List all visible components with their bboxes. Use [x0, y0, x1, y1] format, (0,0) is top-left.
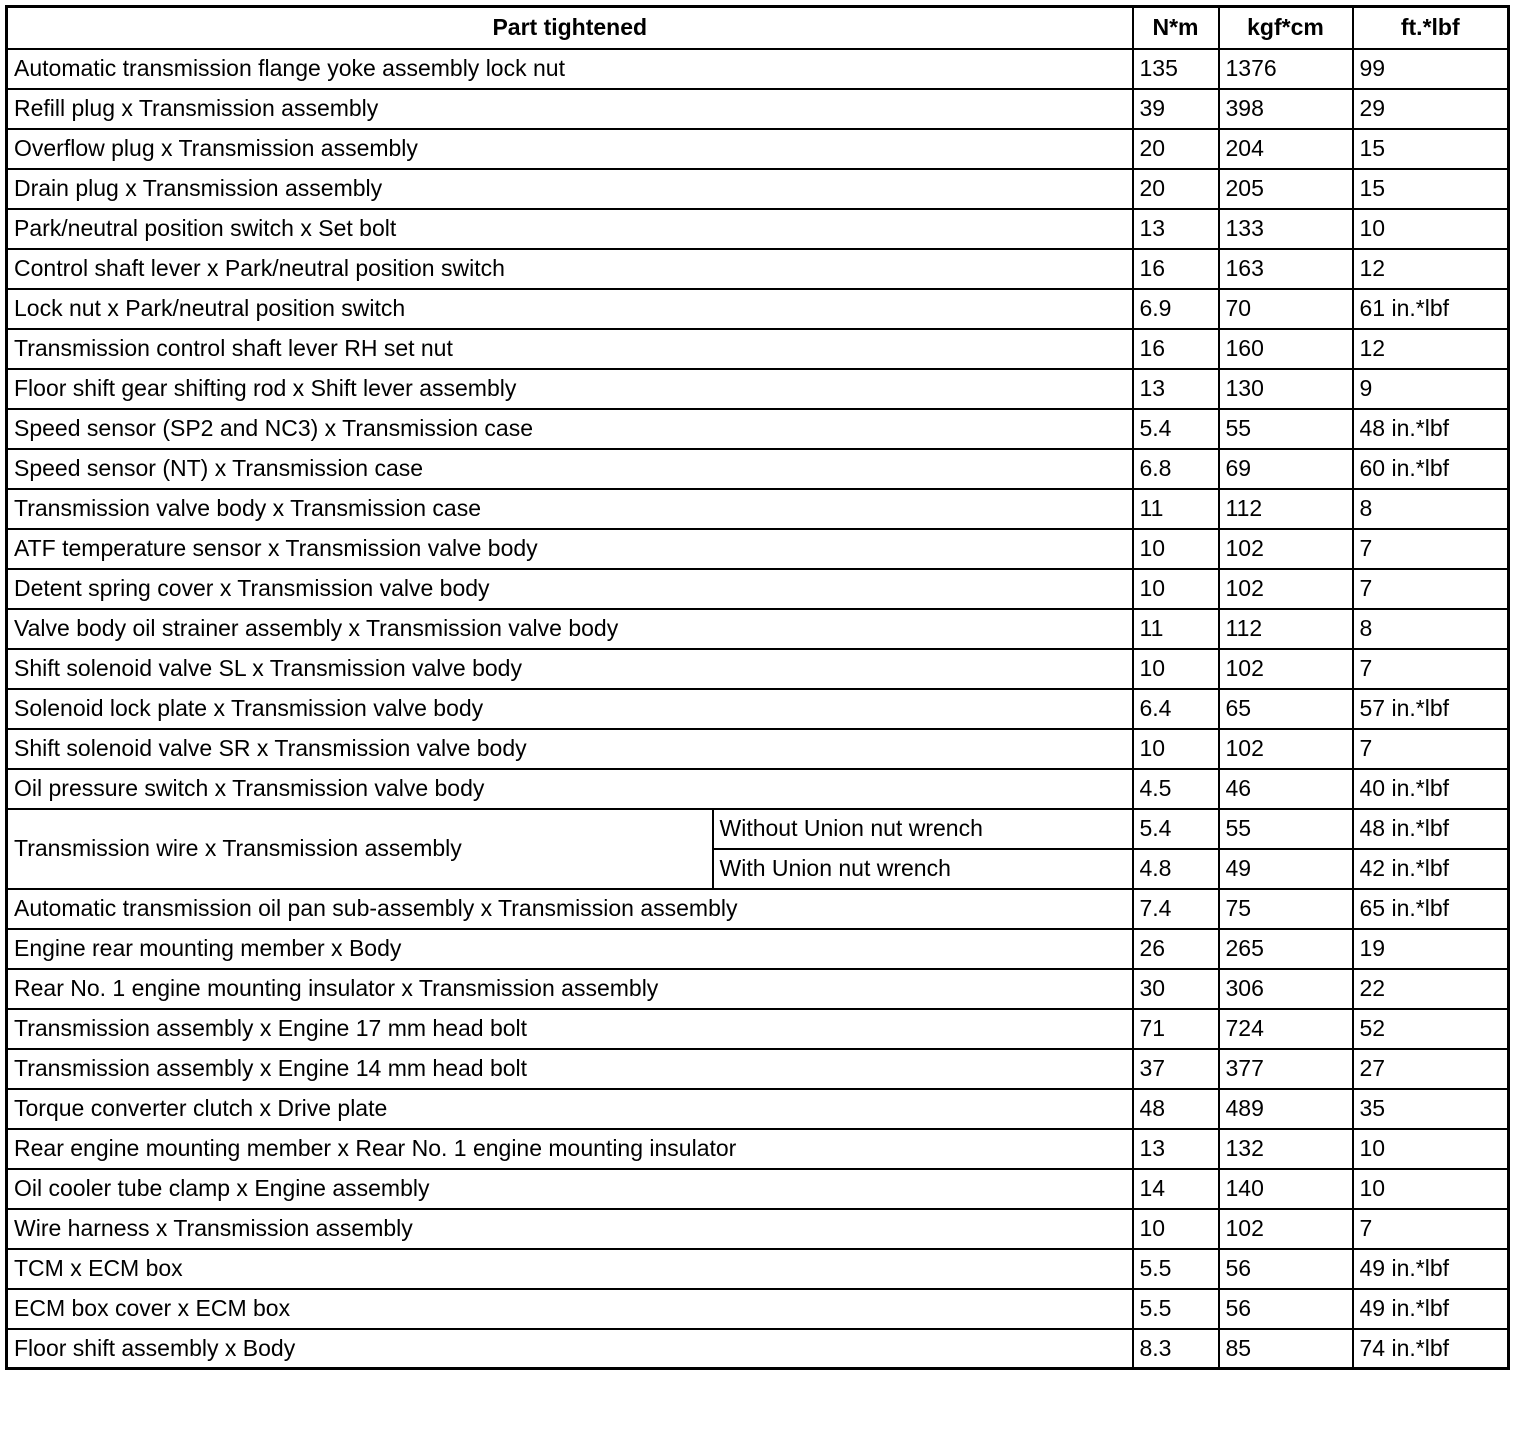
part-cell: Shift solenoid valve SR x Transmission valve body	[7, 729, 1133, 769]
part-cell: Speed sensor (NT) x Transmission case	[7, 449, 1133, 489]
nm-cell: 48	[1133, 1089, 1219, 1129]
kgf-cell: 102	[1219, 649, 1353, 689]
ft-cell: 10	[1353, 1169, 1509, 1209]
part-cell: Valve body oil strainer assembly x Transmission valve body	[7, 609, 1133, 649]
table-row	[7, 569, 1509, 609]
nm-cell: 5.4	[1133, 409, 1219, 449]
ft-cell: 61 in.*lbf	[1353, 289, 1509, 329]
kgf-cell: 306	[1219, 969, 1353, 1009]
ft-cell: 49 in.*lbf	[1353, 1249, 1509, 1289]
table-row	[7, 1129, 1509, 1169]
ft-cell: 57 in.*lbf	[1353, 689, 1509, 729]
ft-cell: 15	[1353, 129, 1509, 169]
table-row	[7, 689, 1509, 729]
table-row	[7, 249, 1509, 289]
part-cell: Park/neutral position switch x Set bolt	[7, 209, 1133, 249]
kgf-cell: 69	[1219, 449, 1353, 489]
kgf-cell: 398	[1219, 89, 1353, 129]
part-cell: Shift solenoid valve SL x Transmission valve body	[7, 649, 1133, 689]
nm-cell: 10	[1133, 569, 1219, 609]
table-row-split	[7, 809, 1509, 849]
table-row	[7, 609, 1509, 649]
part-cell: Transmission valve body x Transmission case	[7, 489, 1133, 529]
kgf-cell: 102	[1219, 569, 1353, 609]
ft-cell: 7	[1353, 529, 1509, 569]
part-cell: Engine rear mounting member x Body	[7, 929, 1133, 969]
kgf-cell: 724	[1219, 1009, 1353, 1049]
header-nm: N*m	[1133, 7, 1219, 49]
table-row	[7, 1209, 1509, 1249]
header-kgf-cm: kgf*cm	[1219, 7, 1353, 49]
torque-spec-table	[5, 5, 1510, 1370]
ft-cell: 48 in.*lbf	[1353, 809, 1509, 849]
part-cell: Refill plug x Transmission assembly	[7, 89, 1133, 129]
nm-cell: 71	[1133, 1009, 1219, 1049]
table-row	[7, 649, 1509, 689]
ft-cell: 8	[1353, 609, 1509, 649]
table-row	[7, 1049, 1509, 1089]
nm-cell: 13	[1133, 369, 1219, 409]
table-row	[7, 329, 1509, 369]
kgf-cell: 65	[1219, 689, 1353, 729]
nm-cell: 20	[1133, 129, 1219, 169]
condition-cell: With Union nut wrench	[713, 849, 1133, 889]
kgf-cell: 265	[1219, 929, 1353, 969]
nm-cell: 11	[1133, 609, 1219, 649]
part-cell: Oil pressure switch x Transmission valve body	[7, 769, 1133, 809]
kgf-cell: 55	[1219, 809, 1353, 849]
part-cell: Lock nut x Park/neutral position switch	[7, 289, 1133, 329]
part-cell: Floor shift gear shifting rod x Shift lever assembly	[7, 369, 1133, 409]
ft-cell: 7	[1353, 1209, 1509, 1249]
kgf-cell: 75	[1219, 889, 1353, 929]
kgf-cell: 489	[1219, 1089, 1353, 1129]
nm-cell: 30	[1133, 969, 1219, 1009]
ft-cell: 9	[1353, 369, 1509, 409]
kgf-cell: 112	[1219, 609, 1353, 649]
kgf-cell: 55	[1219, 409, 1353, 449]
table-row	[7, 489, 1509, 529]
nm-cell: 14	[1133, 1169, 1219, 1209]
nm-cell: 4.8	[1133, 849, 1219, 889]
kgf-cell: 70	[1219, 289, 1353, 329]
nm-cell: 135	[1133, 49, 1219, 89]
kgf-cell: 133	[1219, 209, 1353, 249]
table-row	[7, 409, 1509, 449]
part-cell: Transmission assembly x Engine 14 mm head bolt	[7, 1049, 1133, 1089]
ft-cell: 42 in.*lbf	[1353, 849, 1509, 889]
kgf-cell: 56	[1219, 1289, 1353, 1329]
ft-cell: 29	[1353, 89, 1509, 129]
kgf-cell: 102	[1219, 1209, 1353, 1249]
kgf-cell: 112	[1219, 489, 1353, 529]
nm-cell: 8.3	[1133, 1329, 1219, 1369]
table-row	[7, 929, 1509, 969]
ft-cell: 49 in.*lbf	[1353, 1289, 1509, 1329]
part-cell: Torque converter clutch x Drive plate	[7, 1089, 1133, 1129]
ft-cell: 35	[1353, 1089, 1509, 1129]
part-cell: TCM x ECM box	[7, 1249, 1133, 1289]
header-ft-lbf: ft.*lbf	[1353, 7, 1509, 49]
part-cell: Transmission assembly x Engine 17 mm head bolt	[7, 1009, 1133, 1049]
nm-cell: 16	[1133, 249, 1219, 289]
header-row	[7, 7, 1509, 49]
nm-cell: 10	[1133, 649, 1219, 689]
ft-cell: 15	[1353, 169, 1509, 209]
kgf-cell: 85	[1219, 1329, 1353, 1369]
part-cell: Transmission wire x Transmission assembly	[7, 809, 713, 889]
kgf-cell: 130	[1219, 369, 1353, 409]
part-cell: Detent spring cover x Transmission valve body	[7, 569, 1133, 609]
ft-cell: 60 in.*lbf	[1353, 449, 1509, 489]
table-row	[7, 769, 1509, 809]
table-row	[7, 1249, 1509, 1289]
part-cell: Floor shift assembly x Body	[7, 1329, 1133, 1369]
nm-cell: 39	[1133, 89, 1219, 129]
nm-cell: 37	[1133, 1049, 1219, 1089]
table-row	[7, 369, 1509, 409]
table-row	[7, 889, 1509, 929]
nm-cell: 6.9	[1133, 289, 1219, 329]
table-row	[7, 729, 1509, 769]
ft-cell: 7	[1353, 729, 1509, 769]
nm-cell: 13	[1133, 209, 1219, 249]
kgf-cell: 102	[1219, 729, 1353, 769]
nm-cell: 26	[1133, 929, 1219, 969]
part-cell: ATF temperature sensor x Transmission valve body	[7, 529, 1133, 569]
ft-cell: 52	[1353, 1009, 1509, 1049]
ft-cell: 19	[1353, 929, 1509, 969]
kgf-cell: 377	[1219, 1049, 1353, 1089]
nm-cell: 7.4	[1133, 889, 1219, 929]
table-row	[7, 129, 1509, 169]
ft-cell: 10	[1353, 1129, 1509, 1169]
table-row	[7, 1169, 1509, 1209]
table-row	[7, 969, 1509, 1009]
part-cell: Solenoid lock plate x Transmission valve body	[7, 689, 1133, 729]
ft-cell: 12	[1353, 249, 1509, 289]
nm-cell: 11	[1133, 489, 1219, 529]
ft-cell: 27	[1353, 1049, 1509, 1089]
part-cell: Control shaft lever x Park/neutral position switch	[7, 249, 1133, 289]
ft-cell: 7	[1353, 569, 1509, 609]
table-row	[7, 529, 1509, 569]
part-cell: Overflow plug x Transmission assembly	[7, 129, 1133, 169]
ft-cell: 10	[1353, 209, 1509, 249]
table-row	[7, 89, 1509, 129]
nm-cell: 13	[1133, 1129, 1219, 1169]
kgf-cell: 205	[1219, 169, 1353, 209]
nm-cell: 10	[1133, 729, 1219, 769]
kgf-cell: 102	[1219, 529, 1353, 569]
part-cell: Automatic transmission oil pan sub-assembly x Transmission assembly	[7, 889, 1133, 929]
part-cell: Drain plug x Transmission assembly	[7, 169, 1133, 209]
ft-cell: 40 in.*lbf	[1353, 769, 1509, 809]
part-cell: Rear engine mounting member x Rear No. 1 engine mounting insulator	[7, 1129, 1133, 1169]
kgf-cell: 140	[1219, 1169, 1353, 1209]
ft-cell: 22	[1353, 969, 1509, 1009]
condition-cell: Without Union nut wrench	[713, 809, 1133, 849]
ft-cell: 7	[1353, 649, 1509, 689]
part-cell: Automatic transmission flange yoke assembly lock nut	[7, 49, 1133, 89]
part-cell: Speed sensor (SP2 and NC3) x Transmission case	[7, 409, 1133, 449]
table-row	[7, 1329, 1509, 1369]
nm-cell: 20	[1133, 169, 1219, 209]
part-cell: Transmission control shaft lever RH set nut	[7, 329, 1133, 369]
ft-cell: 8	[1353, 489, 1509, 529]
kgf-cell: 160	[1219, 329, 1353, 369]
part-cell: ECM box cover x ECM box	[7, 1289, 1133, 1329]
kgf-cell: 163	[1219, 249, 1353, 289]
part-cell: Rear No. 1 engine mounting insulator x Transmission assembly	[7, 969, 1133, 1009]
nm-cell: 5.4	[1133, 809, 1219, 849]
table-row	[7, 1009, 1509, 1049]
header-part-tightened: Part tightened	[7, 7, 1133, 49]
nm-cell: 10	[1133, 1209, 1219, 1249]
nm-cell: 16	[1133, 329, 1219, 369]
nm-cell: 5.5	[1133, 1289, 1219, 1329]
kgf-cell: 132	[1219, 1129, 1353, 1169]
table-row	[7, 1089, 1509, 1129]
ft-cell: 74 in.*lbf	[1353, 1329, 1509, 1369]
kgf-cell: 49	[1219, 849, 1353, 889]
kgf-cell: 56	[1219, 1249, 1353, 1289]
kgf-cell: 204	[1219, 129, 1353, 169]
table-row	[7, 49, 1509, 89]
table-row	[7, 169, 1509, 209]
part-cell: Wire harness x Transmission assembly	[7, 1209, 1133, 1249]
ft-cell: 12	[1353, 329, 1509, 369]
nm-cell: 6.8	[1133, 449, 1219, 489]
ft-cell: 65 in.*lbf	[1353, 889, 1509, 929]
nm-cell: 6.4	[1133, 689, 1219, 729]
ft-cell: 99	[1353, 49, 1509, 89]
kgf-cell: 1376	[1219, 49, 1353, 89]
table-row	[7, 449, 1509, 489]
table-row	[7, 289, 1509, 329]
ft-cell: 48 in.*lbf	[1353, 409, 1509, 449]
nm-cell: 4.5	[1133, 769, 1219, 809]
table-row	[7, 1289, 1509, 1329]
nm-cell: 5.5	[1133, 1249, 1219, 1289]
part-cell: Oil cooler tube clamp x Engine assembly	[7, 1169, 1133, 1209]
table-row	[7, 209, 1509, 249]
kgf-cell: 46	[1219, 769, 1353, 809]
nm-cell: 10	[1133, 529, 1219, 569]
